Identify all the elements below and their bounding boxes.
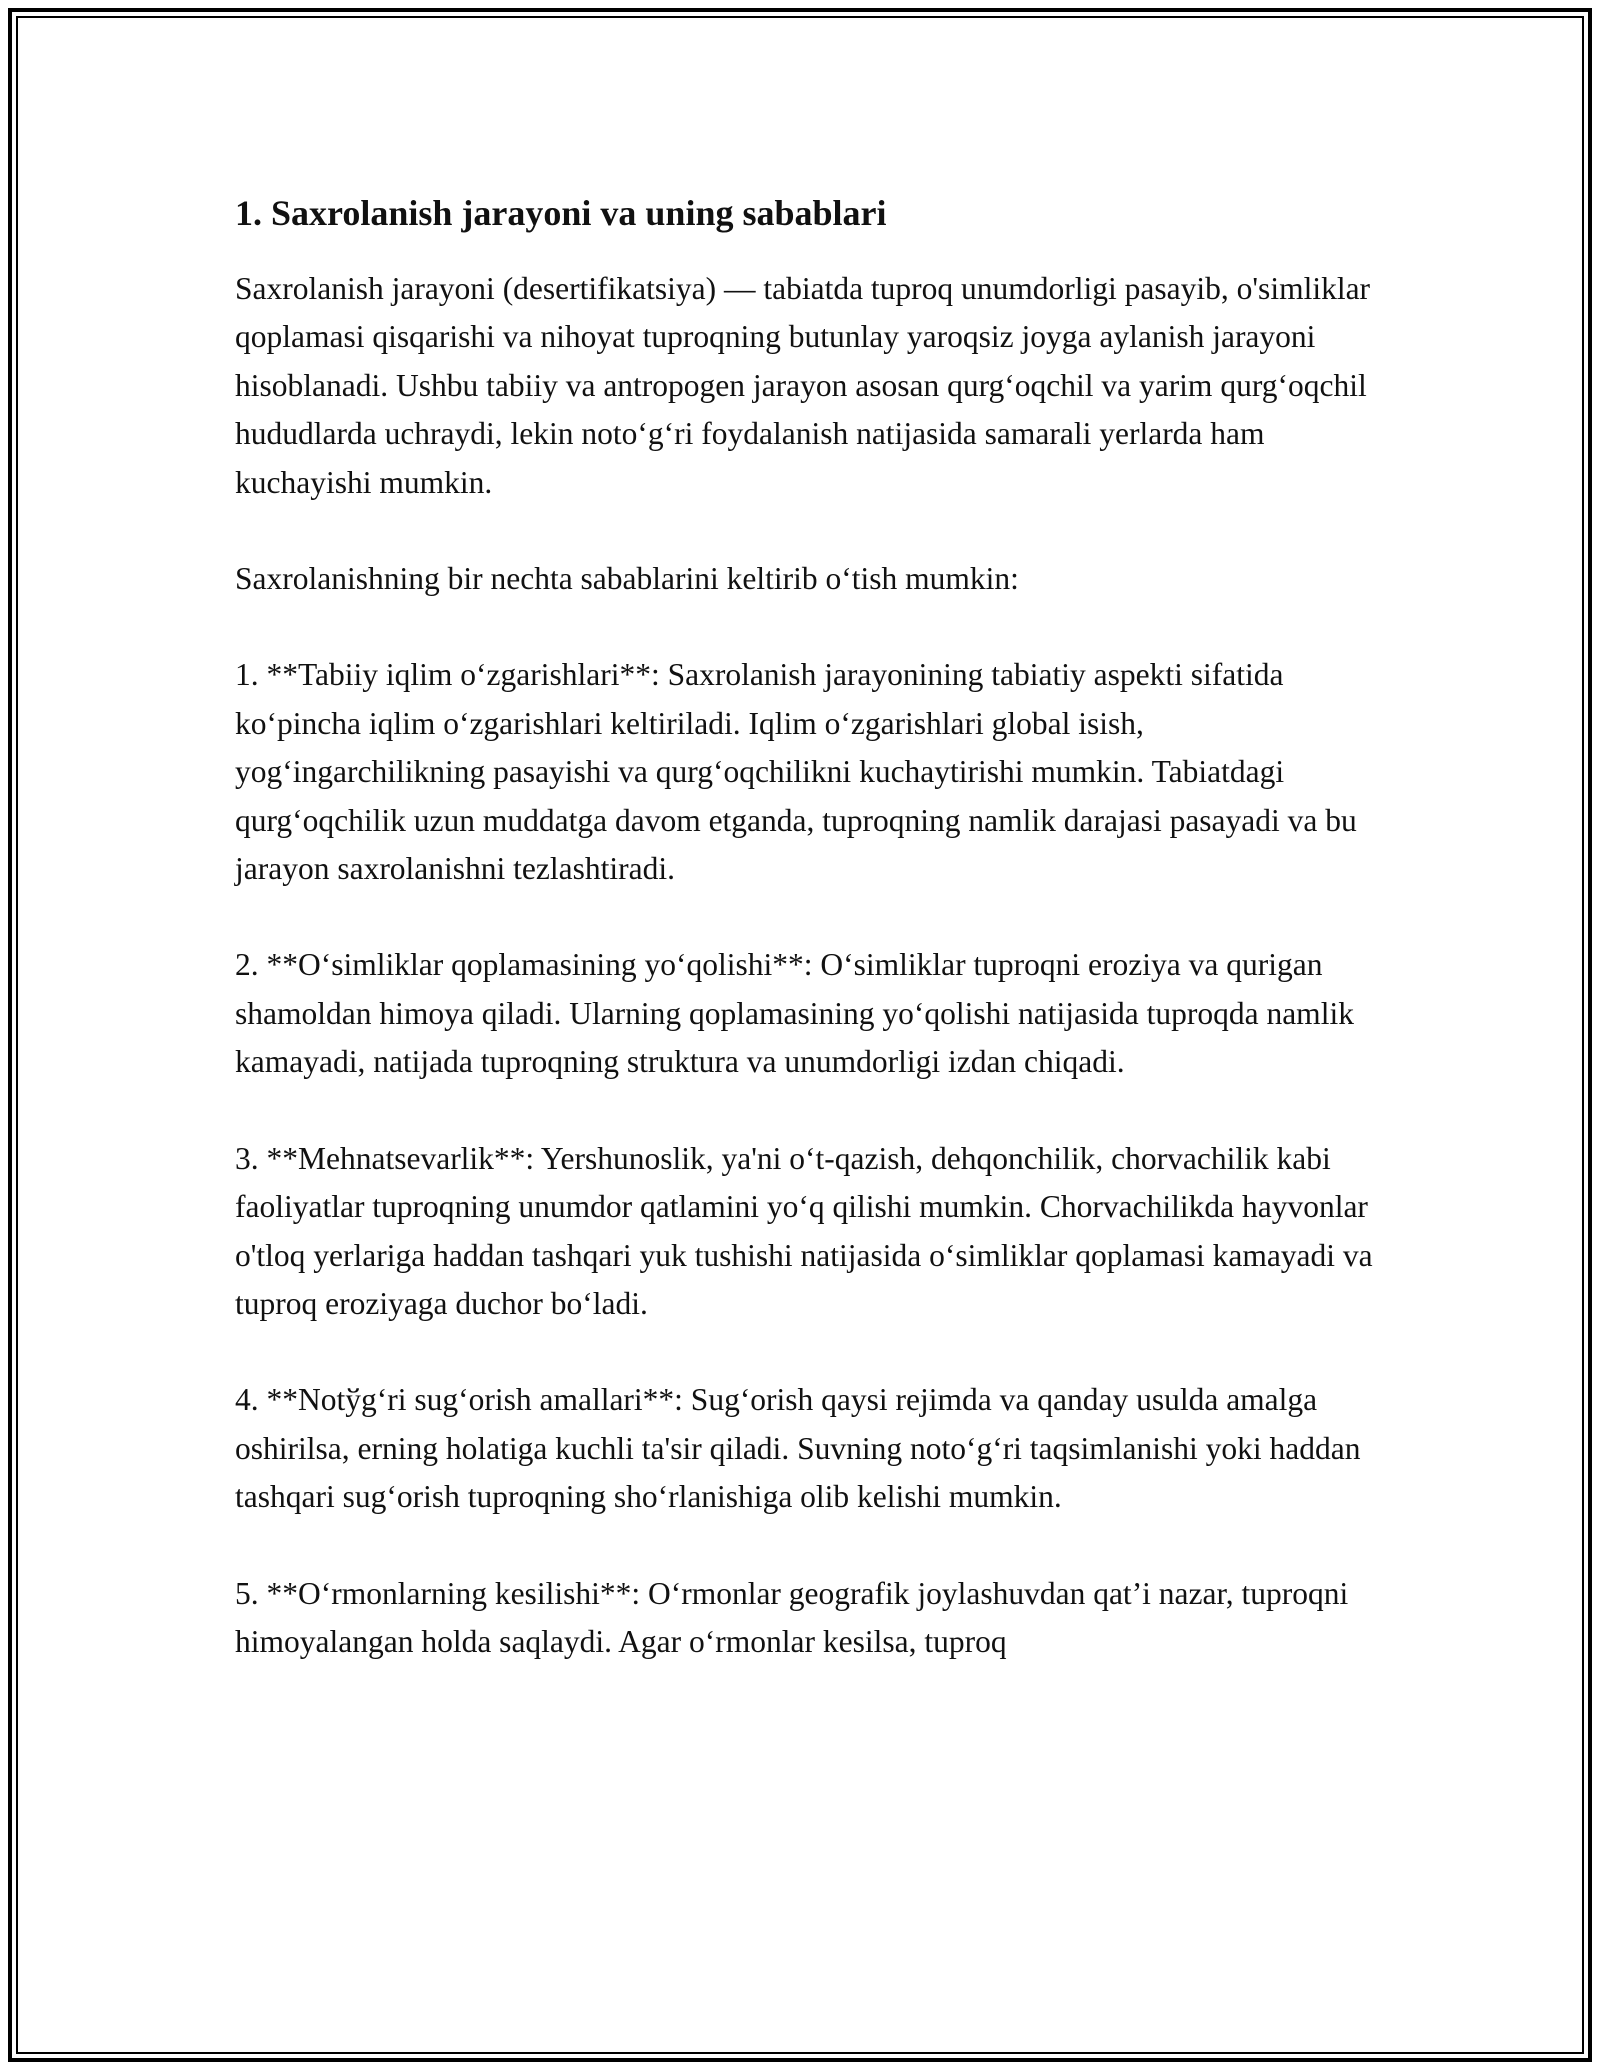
paragraph-cause-4: 4. **Notўg‘ri sug‘orish amallari**: Sug‘orish qaysi rejimda va qanday usulda amalga oshirilsa, erning holatiga kuchli ta'sir qiladi. Suvning noto‘g‘ri taqsimlanishi yoki haddan tashqari sug‘orish tuproqning sho‘rlanishiga olib kelishi mumkin. — [235, 1382, 1361, 1515]
paragraph-cause-2: 2. **O‘simliklar qoplamasining yo‘qolishi**: O‘simliklar tuproqni eroziya va qurigan shamoldan himoya qiladi. Ularning qoplamasining yo‘qolishi natijasida tuproqda namlik kamayadi, natijada tuproqning struktura va unumdorligi izdan chiqadi. — [235, 947, 1354, 1080]
paragraph-intro: Saxrolanish jarayoni (desertifikatsiya) — tabiatda tuproq unumdorligi pasayib, o'simliklar qoplamasi qisqarishi va nihoyat tuproqning butunlay yaroqsiz joyga aylanish jarayoni hisoblanadi. Ushbu tabiiy va antropogen jarayon asosan qurg‘oqchil va yarim qurg‘oqchil hududlarda uchraydi, lekin noto‘g‘ri foydalanish natijasida samarali yerlarda ham kuchayishi mumkin. — [235, 271, 1371, 500]
paragraph-cause-1: 1. **Tabiiy iqlim o‘zgarishlari**: Saxrolanish jarayonining tabiatiy aspekti sifatida ko‘pincha iqlim o‘zgarishlari keltiriladi. Iqlim o‘zgarishlari global isish, yog‘ingarchilikning pasayishi va qurg‘oqchilikni kuchaytirishi mumkin. Tabiatdagi qurg‘oqchilik uzun muddatga davom etganda, tuproqning namlik darajasi pasayadi va bu jarayon saxrolanishni tezlashtiradi. — [235, 657, 1357, 887]
paragraph-cause-5: 5. **O‘rmonlarning kesilishi**: O‘rmonlar geografik joylashuvdan qat’i nazar, tuproqni himoyalangan holda saqlaydi. Agar o‘rmonlar kesilsa, tuproq — [235, 1575, 1349, 1659]
paragraph-cause-3: 3. **Mehnatsevarlik**: Yershunoslik, ya'ni o‘t-qazish, dehqonchilik, chorvachilik kabi faoliyatlar tuproqning unumdor qatlamini yo‘q qilishi mumkin. Chorvachilikda hayvonlar o'tloq yerlariga haddan tashqari yuk tushishi natijasida o‘simliklar qoplamasi kamayadi va tuproq eroziyaga duchor bo‘ladi. — [235, 1140, 1373, 1321]
document-body — [235, 185, 1385, 1714]
paragraph-causes-lead: Saxrolanishning bir nechta sabablarini keltirib o‘tish mumkin: — [235, 561, 1019, 597]
section-heading: 1. Saxrolanish jarayoni va uning sabablari — [235, 193, 887, 233]
